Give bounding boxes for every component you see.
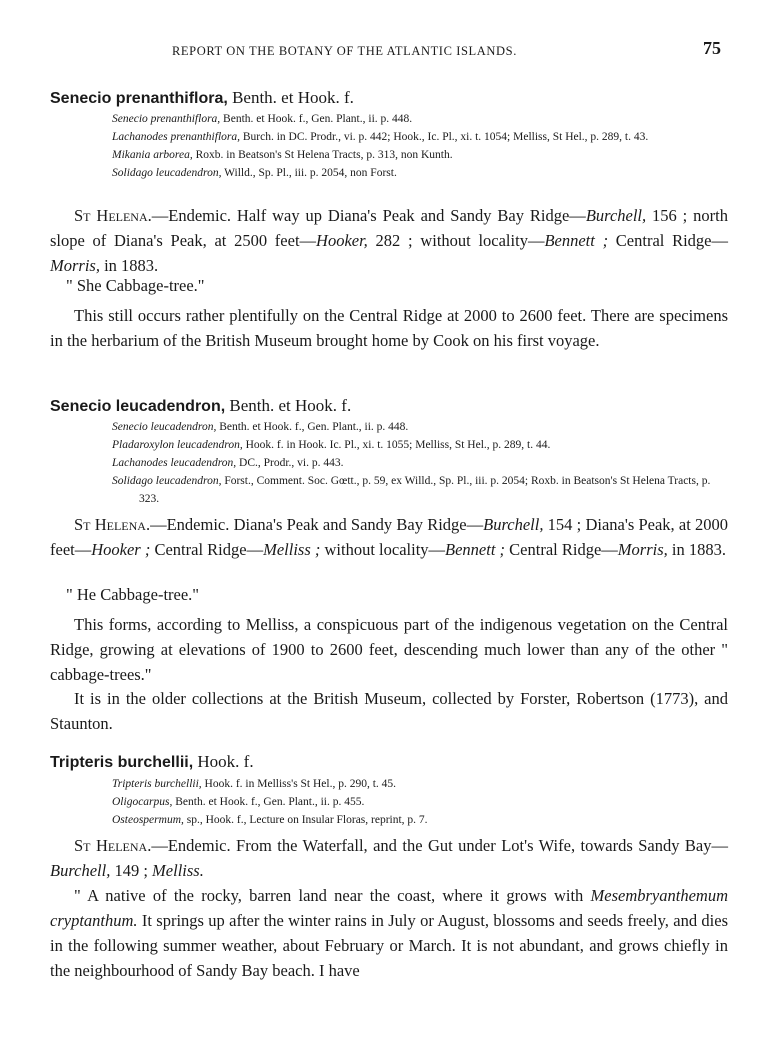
page-number: 75 xyxy=(703,38,721,58)
synonym-reference: Benth. et Hook. f., Gen. Plant., ii. p. 448. xyxy=(223,113,413,125)
collector-name: Burchell, xyxy=(585,206,647,225)
locality-text: .—Endemic. Half way up Diana's Peak and Sandy Bay Ridge— xyxy=(147,206,586,225)
synonym-name: Senecio leucadendron, xyxy=(112,421,217,433)
synonym-entry xyxy=(112,472,732,508)
locality-text: 154 ; Diana's Peak, at 2000 feet— xyxy=(50,515,729,559)
synonym-reference: Burch. in DC. Prodr., vi. p. 442; Hook., Ic. Pl., xi. t. 1054; Melliss, St Hel., p. 289, t. 43. xyxy=(242,131,649,143)
collector-name: Bennett ; xyxy=(445,540,506,559)
collector-name: Melliss ; xyxy=(263,540,321,559)
species-name: Senecio leucadendron, xyxy=(50,398,226,415)
species-name: Tripteris burchellii, xyxy=(50,754,194,771)
locality-text: Central Ridge— xyxy=(505,540,618,559)
locality-text: in 1883. xyxy=(99,256,159,275)
synonym-name: Lachanodes prenanthiflora, xyxy=(112,131,240,143)
synonym-name: Tripteris burchellii, xyxy=(112,778,202,790)
collector-name: Melliss. xyxy=(152,861,204,880)
synonym-entry xyxy=(112,793,732,811)
synonym-reference: Benth. et Hook. f., Gen. Plant., ii. p. 448. xyxy=(219,421,409,433)
locality-text: .—Endemic. Diana's Peak and Sandy Bay Ridge— xyxy=(145,515,484,534)
locality-text: Central Ridge— xyxy=(150,540,264,559)
locality-text: without locality— xyxy=(320,540,446,559)
synonym-reference: Benth. et Hook. f., Gen. Plant., ii. p. 455. xyxy=(175,796,365,808)
synonym-entry xyxy=(112,164,732,182)
synonym-name: Lachanodes leucadendron, xyxy=(112,457,237,469)
synonym-entry xyxy=(112,146,732,164)
collector-name: Morris, xyxy=(50,256,100,275)
collector-name: Hooker, xyxy=(316,231,368,250)
locality-paragraph xyxy=(50,512,728,562)
species-authority: Benth. et Hook. f. xyxy=(232,88,354,107)
locality-paragraph xyxy=(50,203,728,278)
quote-paragraph xyxy=(50,883,728,983)
synonym-entry xyxy=(112,128,732,146)
quote-text: It springs up after the winter rains in July or August, blossoms and seeds freely, and dies in the following summer weather, about February or March. It is not abundant, and grows chiefly in the neighbourhood of Sandy Bay beach. I have xyxy=(50,911,728,980)
island-name: St Helena xyxy=(74,836,148,855)
collector-name: Burchell, xyxy=(50,861,111,880)
quote-text: " A native of the rocky, barren land near the coast, where it grows with xyxy=(74,886,591,905)
synonym-reference: Willd., Sp. Pl., iii. p. 2054, non Forst. xyxy=(224,167,397,179)
locality-text: 156 ; north slope of Diana's Peak, at 2500 feet— xyxy=(50,206,728,250)
synonym-reference: Forst., Comment. Soc. Gœtt., p. 59, ex Willd., Sp. Pl., iii. p. 2054; Roxb. in Beatson's St Helena Tracts, p. 323. xyxy=(139,475,711,505)
locality-text: 282 ; without locality— xyxy=(367,231,545,250)
collector-name: Bennett ; xyxy=(544,231,609,250)
note-paragraph: This still occurs rather plentifully on the Central Ridge at 2000 to 2600 feet. There are specimens in the herbarium of the British Museum brought home by Cook on his first voyage. xyxy=(50,306,728,350)
collector-name: Morris, xyxy=(617,540,668,559)
synonym-entry xyxy=(112,418,732,436)
running-title: REPORT ON THE BOTANY OF THE ATLANTIC ISLANDS. xyxy=(172,44,517,58)
synonym-entry xyxy=(112,775,732,793)
species-authority: Benth. et Hook. f. xyxy=(229,396,352,415)
synonym-name: Solidago leucadendron, xyxy=(112,167,222,179)
synonym-list xyxy=(112,775,732,829)
synonym-name: Senecio prenanthiflora, xyxy=(112,113,221,125)
note-paragraph: This forms, according to Melliss, a conspicuous part of the indigenous vegetation on the Central Ridge, growing at elevations of 1900 to 2600 feet, descending much lower than any of the other " cabbage-trees." xyxy=(50,615,728,684)
locality-text: Central Ridge— xyxy=(608,231,729,250)
synonym-reference: DC., Prodr., vi. p. 443. xyxy=(239,457,344,469)
island-name: St Helena xyxy=(74,206,148,225)
synonym-reference: Hook. f. in Melliss's St Hel., p. 290, t. 45. xyxy=(204,778,397,790)
common-name: " She Cabbage-tree." xyxy=(66,276,205,295)
synonym-name: Osteospermum, xyxy=(112,814,184,826)
synonym-entry xyxy=(112,811,732,829)
locality-text: in 1883. xyxy=(667,540,726,559)
synonym-name: Solidago leucadendron, xyxy=(112,475,222,487)
common-name: " He Cabbage-tree." xyxy=(66,585,200,604)
synonym-name: Mikania arborea, xyxy=(112,149,193,161)
synonym-reference: Hook. f. in Hook. Ic. Pl., xi. t. 1055; Melliss, St Hel., p. 289, t. 44. xyxy=(245,439,551,451)
species-name: Senecio prenanthiflora, xyxy=(50,90,228,107)
synonym-reference: sp., Hook. f., Lecture on Insular Floras, reprint, p. 7. xyxy=(186,814,428,826)
species-heading xyxy=(50,752,254,772)
collector-name: Burchell, xyxy=(483,515,544,534)
locality-text: .—Endemic. From the Waterfall, and the Gut under Lot's Wife, towards Sandy Bay— xyxy=(147,836,728,855)
synonym-list xyxy=(112,418,732,508)
synonym-name: Pladaroxylon leucadendron, xyxy=(112,439,243,451)
synonym-list xyxy=(112,110,732,182)
collector-name: Hooker ; xyxy=(91,540,151,559)
note-paragraph: It is in the older collections at the British Museum, collected by Forster, Robertson (1773), and Staunton. xyxy=(50,689,728,733)
locality-paragraph xyxy=(50,833,728,883)
species-heading xyxy=(50,88,354,108)
species-heading xyxy=(50,396,351,416)
synonym-entry xyxy=(112,436,732,454)
synonym-entry xyxy=(112,110,732,128)
synonym-reference: Roxb. in Beatson's St Helena Tracts, p. 313, non Kunth. xyxy=(195,149,453,161)
species-authority: Hook. f. xyxy=(197,752,254,771)
island-name: St Helena xyxy=(74,515,146,534)
locality-text: 149 ; xyxy=(110,861,153,880)
synonym-name: Oligocarpus, xyxy=(112,796,173,808)
species-citation: Mesembryanthemum cryptanthum. xyxy=(50,886,728,930)
synonym-entry xyxy=(112,454,732,472)
running-header xyxy=(0,38,776,62)
